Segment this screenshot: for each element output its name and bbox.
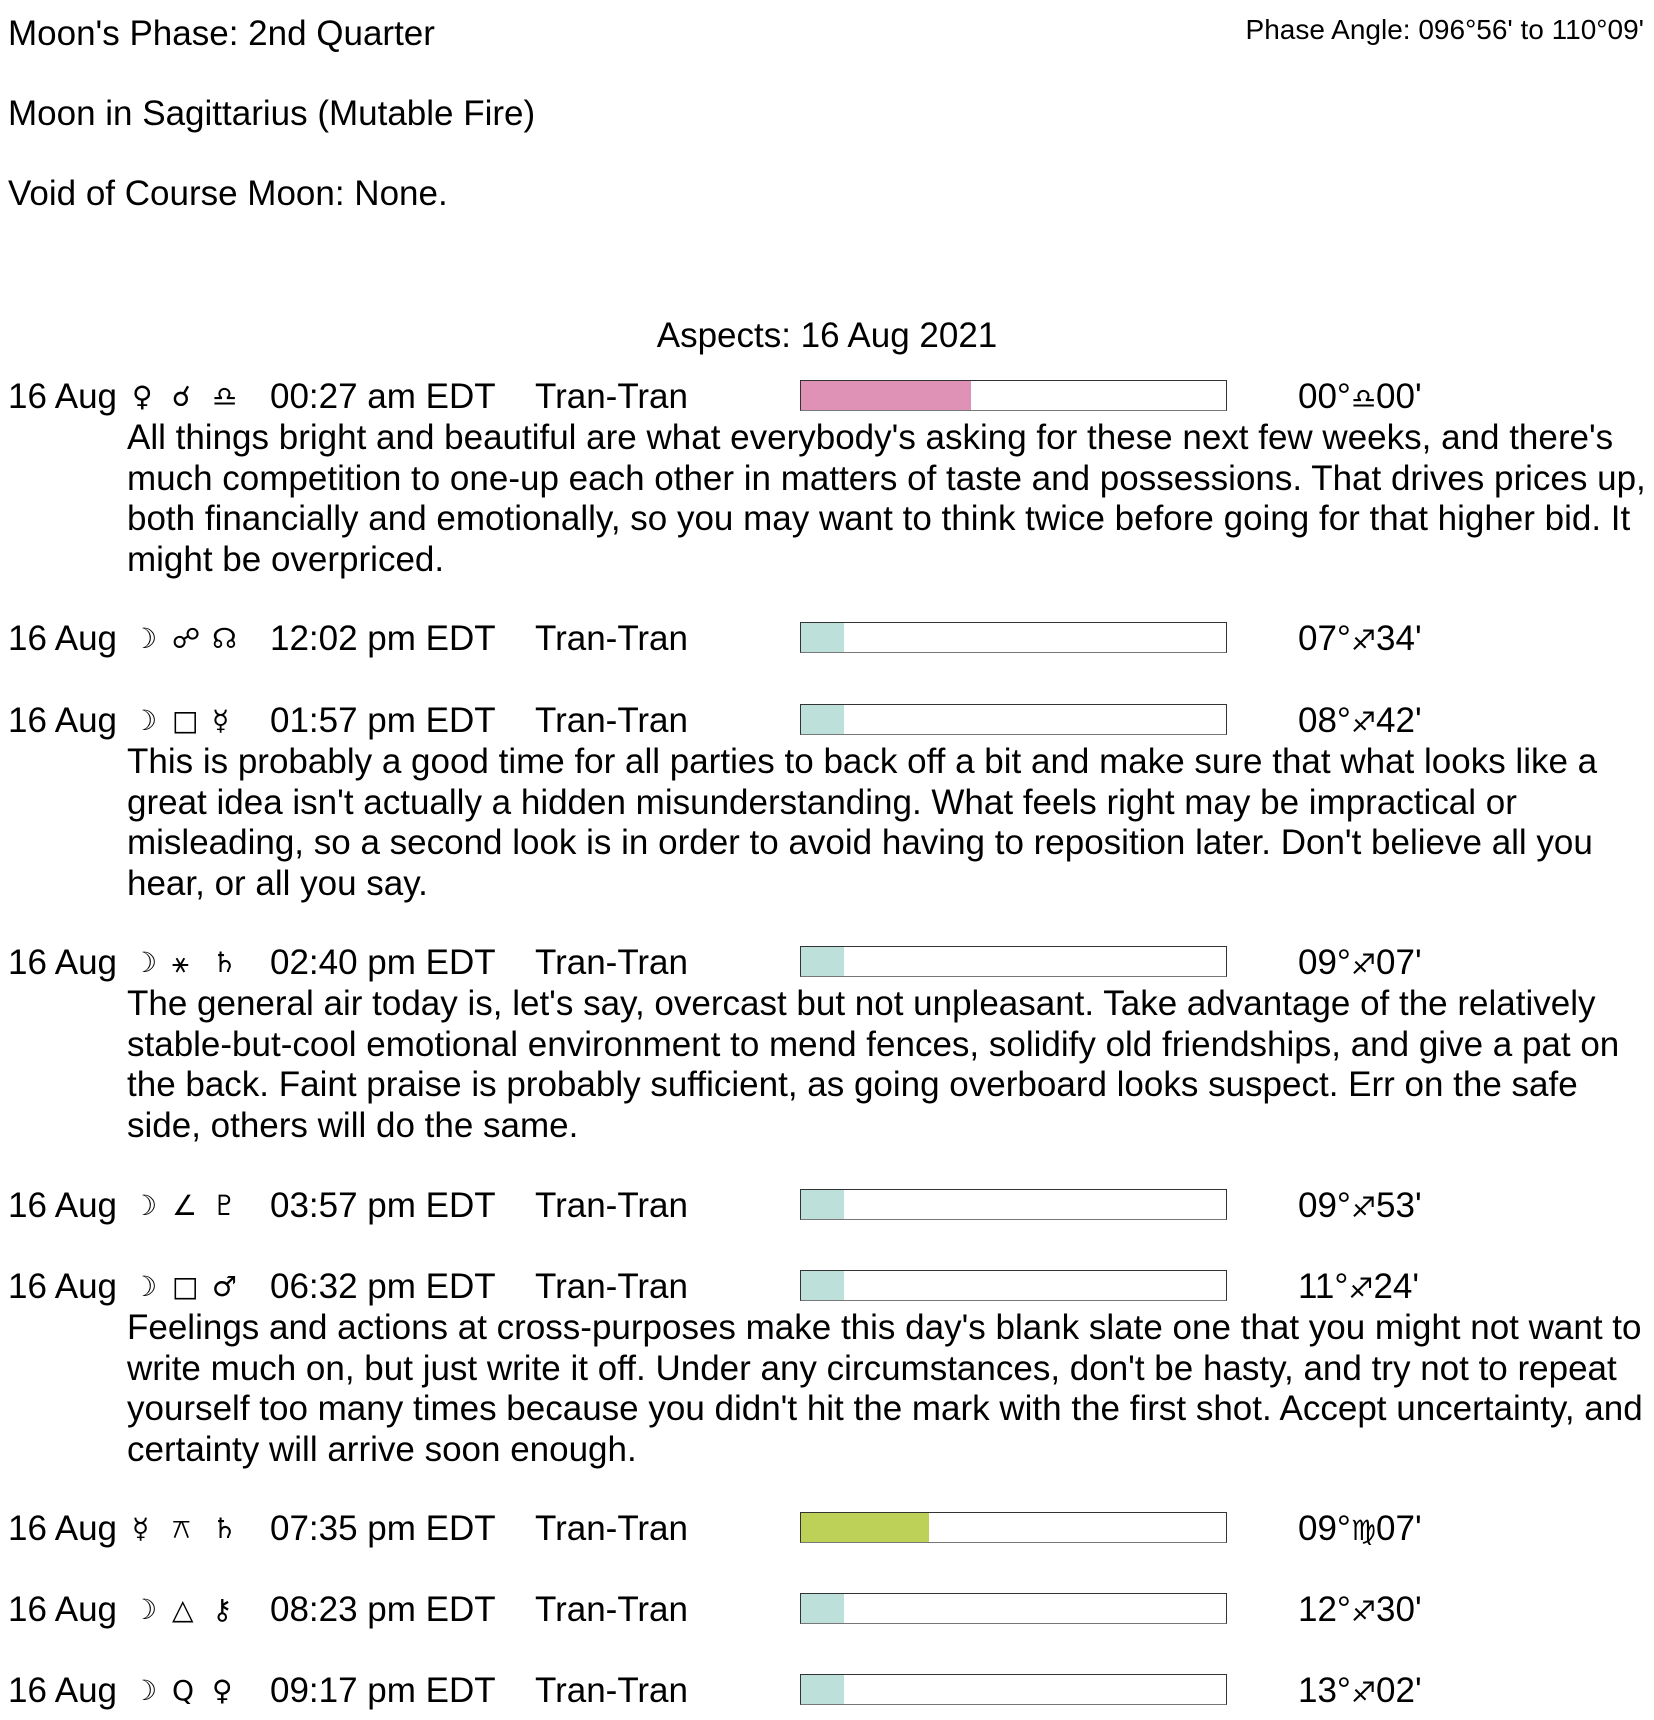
chiron-icon: ⚷ — [212, 1593, 233, 1626]
aspect-time: 01:57 pm EDT — [270, 701, 496, 740]
aspect-row — [8, 1590, 1648, 1630]
strength-bar-fill — [801, 1271, 844, 1300]
aspect-row — [8, 701, 1648, 741]
position-degrees: 09° — [1298, 1509, 1351, 1548]
strength-bar-fill — [801, 381, 971, 410]
position-minutes: 07' — [1376, 1509, 1422, 1548]
aspect-kind: Tran-Tran — [535, 1671, 688, 1710]
aspect-description: Feelings and actions at cross-purposes make this day's blank slate one that you might not want to write much on, but just write it off. Under any circumstances, don't be hasty, and try not to repeat yourself too many times because you didn't hit the mark with the first shot. Accept uncertainty, and certainty will arrive soon enough. — [127, 1308, 1643, 1469]
saturn-icon: ♄ — [212, 946, 238, 979]
aspect-position — [1298, 1509, 1422, 1549]
aspect-position — [1298, 1671, 1422, 1711]
aspect-kind: Tran-Tran — [535, 1509, 688, 1548]
opposition-icon: ☍ — [172, 622, 201, 655]
aspect-position — [1298, 1590, 1422, 1630]
aspect-description: All things bright and beautiful are what everybody's asking for these next few weeks, and there's much competition to one-up each other in matters of taste and possessions. That drives prices up, both financially and emotionally, so you may want to think twice before going for that higher bid. It might be overpriced. — [127, 418, 1646, 579]
aspect-glyphs — [132, 1590, 252, 1630]
position-minutes: 34' — [1376, 619, 1422, 658]
venus-icon: ♀ — [132, 380, 153, 413]
north-node-icon: ☊ — [212, 622, 237, 655]
aspect-row — [8, 1509, 1648, 1549]
position-minutes: 07' — [1376, 943, 1422, 982]
position-degrees: 07° — [1298, 619, 1351, 658]
position-minutes: 42' — [1376, 701, 1422, 740]
aspect-kind: Tran-Tran — [535, 619, 688, 658]
moon-sign: Moon in Sagittarius (Mutable Fire) — [8, 94, 536, 133]
strength-bar-fill — [801, 705, 844, 734]
aspect-kind: Tran-Tran — [535, 377, 688, 416]
square-icon: □ — [172, 704, 199, 737]
aspect-glyphs — [132, 377, 252, 417]
position-degrees: 11° — [1298, 1267, 1349, 1306]
strength-bar — [800, 1674, 1227, 1705]
moon-icon: ☽ — [132, 622, 158, 655]
position-minutes: 30' — [1376, 1590, 1422, 1629]
aspect-date: 16 Aug — [8, 1671, 117, 1710]
zodiac-sign-icon: ♐ — [1350, 706, 1377, 739]
aspect-kind: Tran-Tran — [535, 1590, 688, 1629]
aspect-time: 02:40 pm EDT — [270, 943, 496, 982]
zodiac-sign-icon: ♐ — [1350, 1595, 1377, 1628]
venus-icon: ♀ — [212, 1674, 233, 1707]
position-minutes: 00' — [1376, 377, 1422, 416]
aspect-date: 16 Aug — [8, 1267, 117, 1306]
strength-bar — [800, 1270, 1227, 1301]
position-minutes: 24' — [1373, 1267, 1420, 1306]
aspect-time: 00:27 am EDT — [270, 377, 496, 416]
pluto-icon: ♇ — [212, 1189, 238, 1222]
zodiac-sign-icon: ♐ — [1350, 1191, 1377, 1224]
strength-bar — [800, 1189, 1227, 1220]
strength-bar — [800, 622, 1227, 653]
aspect-row — [8, 1671, 1648, 1711]
position-minutes: 53' — [1376, 1186, 1422, 1225]
aspect-glyphs — [132, 1186, 252, 1226]
aspect-glyphs — [132, 943, 252, 983]
aspect-kind: Tran-Tran — [535, 1267, 688, 1306]
strength-bar-fill — [801, 1190, 844, 1219]
aspect-position — [1298, 377, 1422, 417]
aspect-time: 03:57 pm EDT — [270, 1186, 496, 1225]
semisquare-icon: ∠ — [172, 1189, 198, 1222]
position-minutes: 02' — [1376, 1671, 1422, 1710]
zodiac-sign-icon: ♐ — [1350, 948, 1377, 981]
sextile-icon: ⚹ — [172, 946, 189, 979]
aspect-row — [8, 1186, 1648, 1226]
zodiac-sign-icon: ♐ — [1350, 624, 1377, 657]
position-degrees: 12° — [1298, 1590, 1351, 1629]
aspect-description: This is probably a good time for all parties to back off a bit and make sure that what looks like a great idea isn't actually a hidden misunderstanding. What feels right may be impractical or misleading, so a second look is in order to avoid having to reposition later. Don't believe all you hear, or all you say. — [127, 742, 1598, 903]
position-degrees: 09° — [1298, 1186, 1351, 1225]
strength-bar — [800, 1512, 1227, 1543]
aspect-row — [8, 619, 1648, 659]
position-degrees: 08° — [1298, 701, 1351, 740]
conjunction-icon: ☌ — [172, 380, 191, 413]
aspect-glyphs — [132, 1509, 252, 1549]
aspect-date: 16 Aug — [8, 1186, 117, 1225]
aspect-kind: Tran-Tran — [535, 943, 688, 982]
trine-icon: △ — [172, 1593, 194, 1626]
aspect-glyphs — [132, 701, 252, 741]
aspect-kind: Tran-Tran — [535, 1186, 688, 1225]
aspect-position — [1298, 1186, 1422, 1226]
position-degrees: 00° — [1298, 377, 1351, 416]
moon-icon: ☽ — [132, 1674, 158, 1707]
aspect-glyphs — [132, 1267, 252, 1307]
mars-icon: ♂ — [212, 1270, 238, 1303]
aspects-title: Aspects: 16 Aug 2021 — [656, 316, 998, 355]
strength-bar — [800, 946, 1227, 977]
position-degrees: 13° — [1298, 1671, 1351, 1710]
zodiac-sign-icon: ♐ — [1350, 1676, 1377, 1709]
aspect-date: 16 Aug — [8, 1509, 117, 1548]
strength-bar-fill — [801, 623, 844, 652]
aspect-date: 16 Aug — [8, 377, 117, 416]
strength-bar-fill — [801, 1513, 929, 1542]
aspect-row — [8, 377, 1648, 417]
quincunx-icon: ⚻ — [172, 1512, 191, 1545]
void-of-course: Void of Course Moon: None. — [8, 174, 448, 213]
aspect-time: 07:35 pm EDT — [270, 1509, 496, 1548]
mercury-icon: ☿ — [212, 704, 230, 737]
aspect-time: 06:32 pm EDT — [270, 1267, 496, 1306]
aspect-position — [1298, 1267, 1419, 1307]
quintile-icon: Q — [172, 1674, 195, 1707]
aspect-time: 08:23 pm EDT — [270, 1590, 496, 1629]
phase-angle: Phase Angle: 096°56' to 110°09' — [1245, 14, 1644, 45]
moon-icon: ☽ — [132, 704, 158, 737]
libra-icon: ♎ — [212, 380, 238, 413]
aspect-date: 16 Aug — [8, 619, 117, 658]
aspect-time: 12:02 pm EDT — [270, 619, 496, 658]
aspect-row — [8, 1267, 1648, 1307]
aspect-kind: Tran-Tran — [535, 701, 688, 740]
strength-bar-fill — [801, 1675, 844, 1704]
moon-icon: ☽ — [132, 1593, 158, 1626]
zodiac-sign-icon: ♍ — [1350, 1514, 1377, 1547]
strength-bar-fill — [801, 947, 844, 976]
strength-bar — [800, 704, 1227, 735]
moon-icon: ☽ — [132, 946, 158, 979]
aspect-glyphs — [132, 1671, 252, 1711]
aspect-description: The general air today is, let's say, overcast but not unpleasant. Take advantage of the relatively stable-but-cool emotional environment to mend fences, solidify old friendships, and give a pat on the back. Faint praise is probably sufficient, as going overboard looks suspect. Err on the safe side, others will do the same. — [127, 984, 1620, 1145]
position-degrees: 09° — [1298, 943, 1351, 982]
aspect-date: 16 Aug — [8, 701, 117, 740]
aspect-position — [1298, 943, 1422, 983]
aspect-date: 16 Aug — [8, 943, 117, 982]
zodiac-sign-icon: ♐ — [1348, 1272, 1374, 1305]
moon-icon: ☽ — [132, 1189, 158, 1222]
strength-bar — [800, 1593, 1227, 1624]
strength-bar — [800, 380, 1227, 411]
saturn-icon: ♄ — [212, 1512, 238, 1545]
aspect-position — [1298, 619, 1422, 659]
zodiac-sign-icon: ♎ — [1350, 382, 1377, 415]
mercury-icon: ☿ — [132, 1512, 150, 1545]
moon-icon: ☽ — [132, 1270, 158, 1303]
square-icon: □ — [172, 1270, 199, 1303]
aspect-glyphs — [132, 619, 252, 659]
aspect-position — [1298, 701, 1422, 741]
aspect-time: 09:17 pm EDT — [270, 1671, 496, 1710]
moon-phase: Moon's Phase: 2nd Quarter — [8, 14, 435, 53]
strength-bar-fill — [801, 1594, 844, 1623]
aspect-date: 16 Aug — [8, 1590, 117, 1629]
aspect-row — [8, 943, 1648, 983]
